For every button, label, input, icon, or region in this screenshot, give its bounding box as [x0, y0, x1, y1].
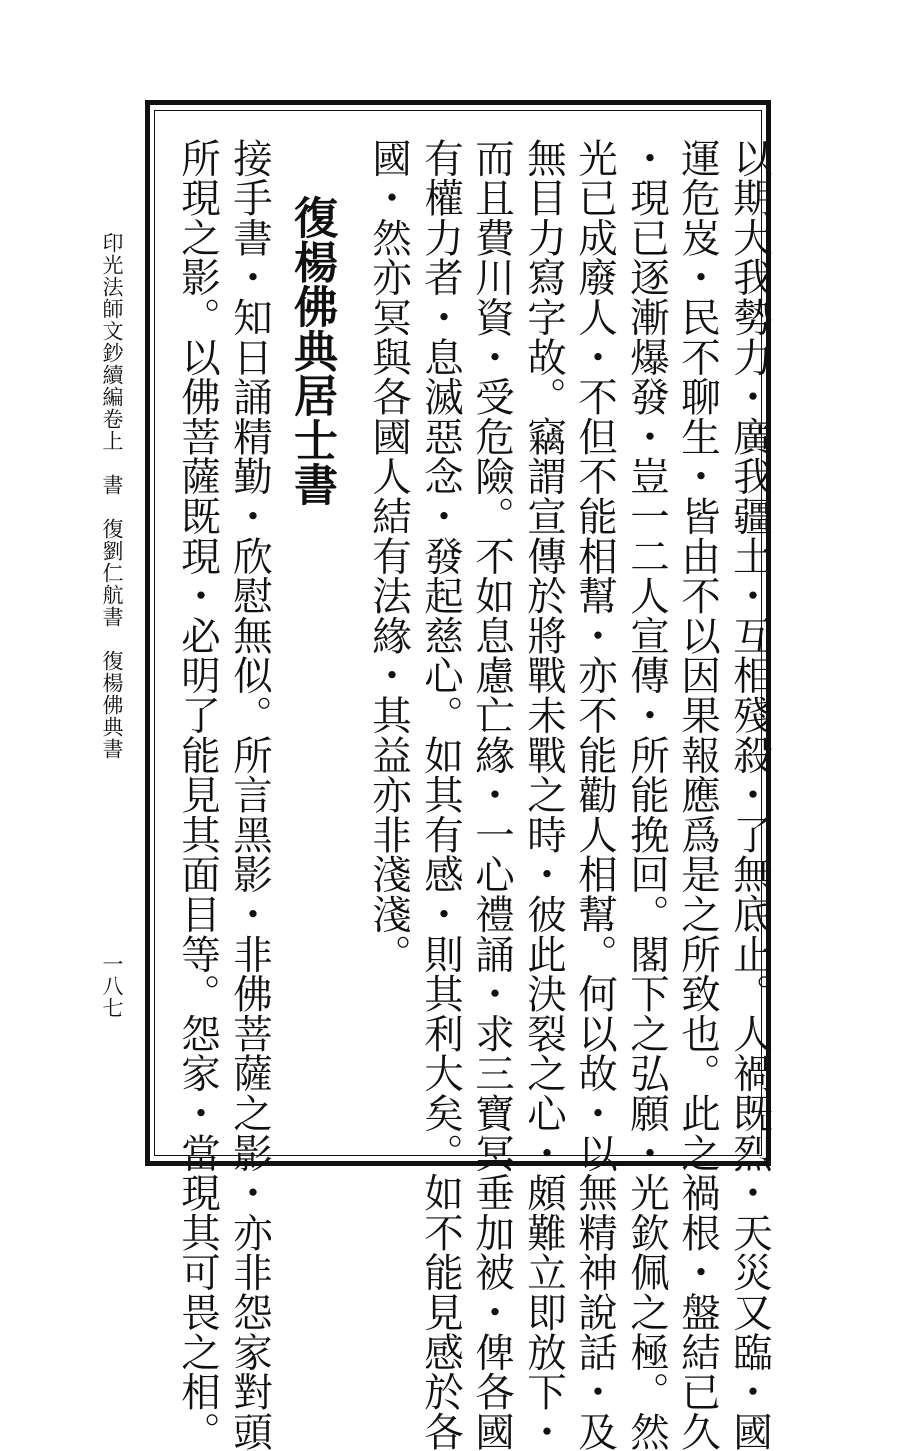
body-line: 所現之影。以佛菩薩既現・必明了能見其面目等。怨家・當現其可畏之相。	[175, 138, 221, 1451]
running-title: 印光法師文鈔續編卷上 書 復劉仁航書 復楊佛典書	[100, 232, 124, 760]
body-line: 而且費川資・受危險。不如息慮亡緣・一心禮誦・求三寶冥垂加被・俾各國	[469, 138, 515, 1451]
body-line: ・現已逐漸爆發・豈一二人宣傳・所能挽回。閣下之弘願・光欽佩之極。然	[624, 138, 670, 1451]
body-line: 無目力寫字故。竊謂宣傳於將戰未戰之時・彼此決裂之心・頗難立即放下・	[521, 138, 567, 1451]
body-line: 光已成廢人・不但不能相幫・亦不能勸人相幫。何以故・以無精神說話・及	[572, 138, 618, 1451]
body-line: 有權力者・息滅惡念・發起慈心。如其有感・則其利大矣。如不能見感於各	[418, 138, 464, 1451]
body-line: 接手書・知日誦精勤・欣慰無似。所言黑影・非佛菩薩之影・亦非怨家對頭	[227, 138, 273, 1451]
page-number: 一八七	[100, 953, 124, 1019]
body-line: 運危岌・民不聊生・皆由不以因果報應爲是之所致也。此之禍根・盤結已久	[675, 138, 721, 1451]
body-line: 國・然亦冥與各國人結有法緣・其益亦非淺淺。	[366, 138, 412, 974]
letter-title: 復楊佛典居士書	[286, 195, 337, 507]
body-line: 以期大我勢力・廣我疆土・互相殘殺・了無底止。人禍既烈・天災又臨・國	[727, 138, 773, 1451]
